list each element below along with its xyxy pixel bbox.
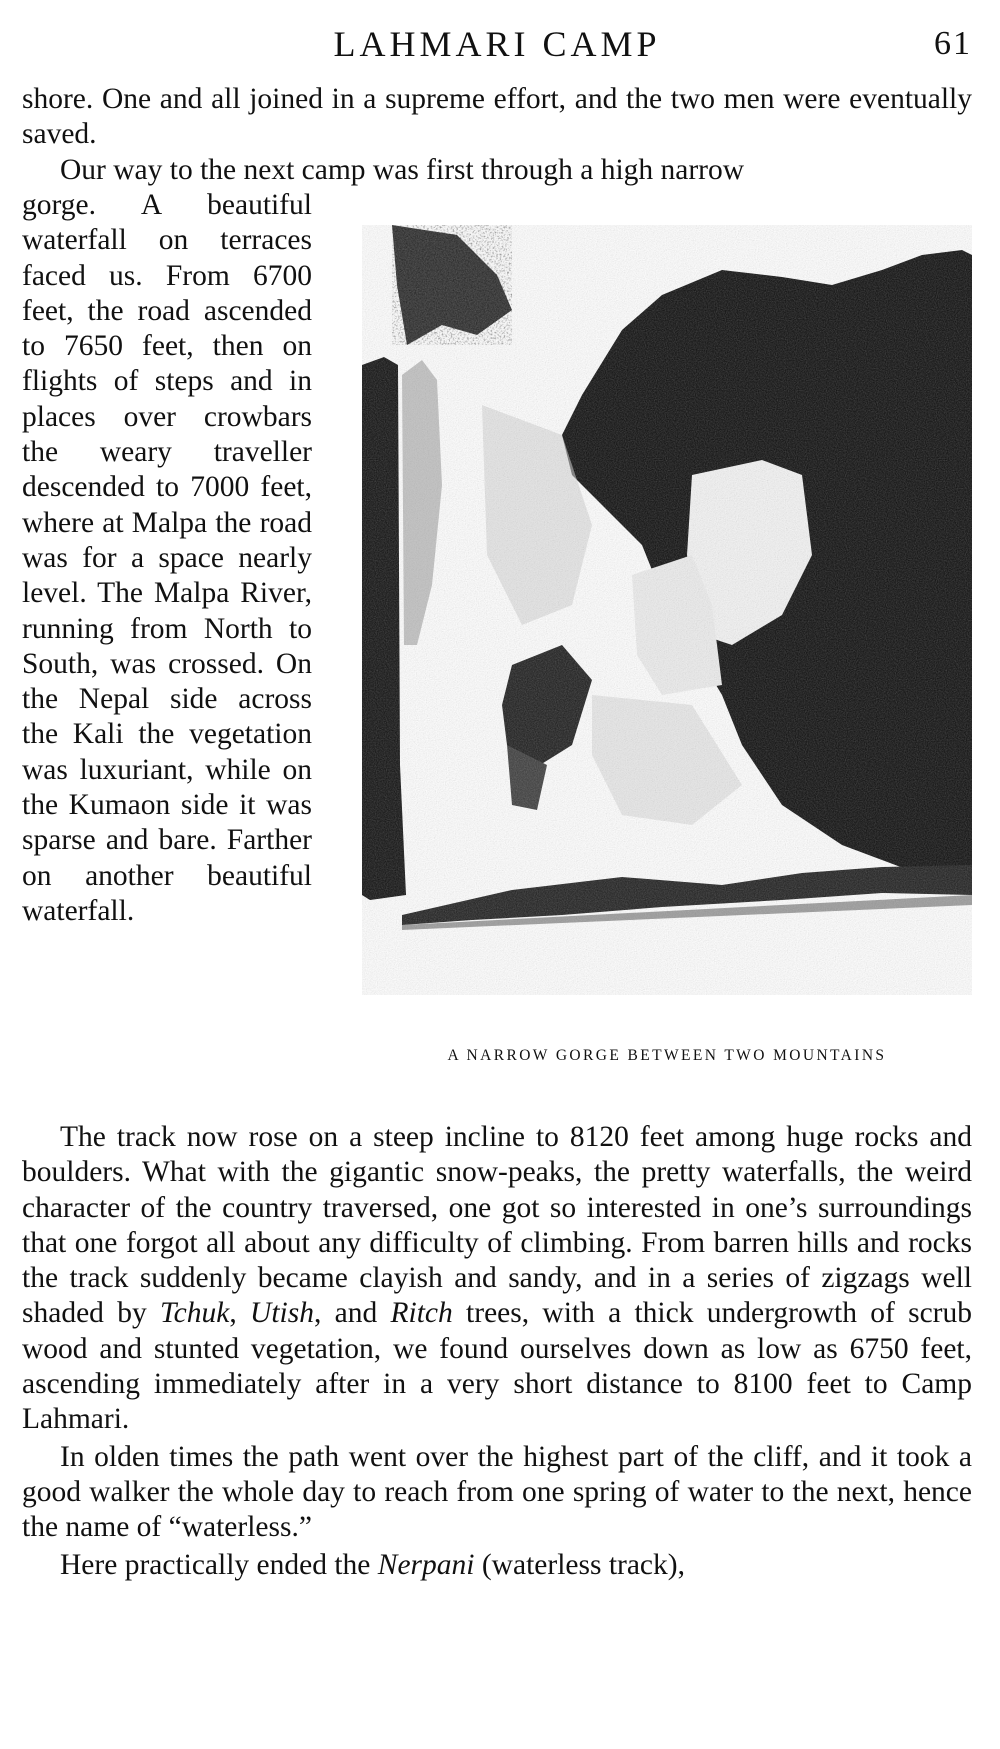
paragraph-track: The track now rose on a steep incline to 8120 feet among huge rocks and boulders. What with the gigantic snow-peaks, the pretty waterfalls, the weird character of the country traversed, one got so interested in one’s surroundings that one forgot all about any difficulty of climbing. From barren hills and rocks the track suddenly became clayish and sandy, and in a series of zigzags well shaded by Tchuk, Utish, and Ritch trees, with a thick undergrowth of scrub wood and stunted vegetation, we found ourselves down as low as 6750 feet, ascending immediately after in a very short distance to 8100 feet to Camp Lahmari. (22, 1121, 972, 1436)
nerpani-term: Nerpani (377, 1548, 475, 1581)
tree-name-tchuk: Tchuk (159, 1297, 230, 1330)
paragraph-nerpani: Here practically ended the Nerpani (waterless track), (60, 1548, 685, 1581)
text-block-beside-figure (22, 188, 312, 929)
figure-caption: A NARROW GORGE BETWEEN TWO MOUNTAINS (447, 1047, 887, 1064)
paragraph-gorge-lead: Our way to the next camp was first through a high narrow (60, 153, 745, 186)
tree-name-ritch: Ritch (390, 1297, 453, 1330)
figure (362, 225, 972, 1064)
paragraph-olden-times: In olden times the path went over the highest part of the cliff, and it took a good walker the whole day to reach from one spring of water to the next, hence the name of “waterless.” (22, 1440, 972, 1544)
tree-name-utish: Utish (250, 1297, 314, 1330)
paragraph-continued: shore. One and all joined in a supreme effort, and the two men were eventually saved. (22, 83, 972, 151)
gorge-photograph (362, 225, 972, 995)
page-title: LAHMARI CAMP (333, 24, 661, 64)
book-page (22, 0, 972, 1749)
page-number: 61 (934, 25, 972, 62)
text-block-bottom (22, 1120, 972, 1583)
text-block-top (22, 82, 972, 188)
running-head (22, 22, 972, 66)
paragraph-gorge-body: gorge. A beautiful waterfall on terraces faced us. From 6700 feet, the road ascended to 7650 feet, then on flights of steps and in places over crowbars the weary traveller descended to 7000 feet, where at Malpa the road was for a space nearly level. The Malpa River, running from North to South, was crossed. On the Nepal side across the Kali the vegetation was luxuriant, while on the Kumaon side it was sparse and bare. Farther on another beautiful waterfall. (22, 189, 312, 927)
